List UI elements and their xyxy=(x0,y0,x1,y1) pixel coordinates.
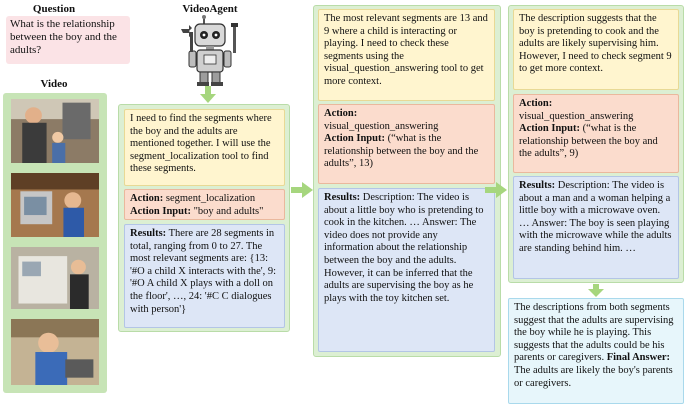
step3-action-label: Action: xyxy=(519,98,553,109)
step2-action-value: visual_question_answering xyxy=(324,120,439,132)
step3-results-label: Results: xyxy=(519,180,556,191)
arrow-right-2 xyxy=(485,182,507,198)
video-frame-1 xyxy=(8,96,102,166)
video-frame-4 xyxy=(8,316,102,388)
step3-input-label: Action Input: xyxy=(519,123,580,135)
final-answer-label: Final Answer: xyxy=(606,352,671,364)
arrow-right-1 xyxy=(291,182,313,198)
step1-action xyxy=(124,189,285,220)
boy-cooking-image xyxy=(11,319,99,385)
arrow-down-1 xyxy=(199,86,217,104)
step1-input-value: "boy and adults" xyxy=(193,205,264,217)
step1-thought-text: I need to find the segments where the boy and the adults are mentioned together. I will use the segment_localization tool to find these segments. xyxy=(130,113,272,175)
step2-input-value: (“what is the relationship between the boy and the adults”, 13) xyxy=(324,133,479,170)
step3-action xyxy=(513,94,679,173)
step2-input-label: Action Input: xyxy=(324,133,385,145)
step1-action-label: Action: xyxy=(130,193,164,204)
step1-results xyxy=(124,224,285,328)
question-box xyxy=(6,16,130,64)
step1-input-label: Action Input: xyxy=(130,205,191,217)
step2-thought xyxy=(318,9,495,101)
final-answer-box xyxy=(508,298,684,404)
robot-icon xyxy=(175,15,245,87)
step3-results xyxy=(513,176,679,279)
kitchen-scene-image xyxy=(11,99,99,163)
video-frame-3 xyxy=(8,244,102,312)
step1-action-value: segment_localization xyxy=(165,193,256,204)
step3-action-value: visual_question_answering xyxy=(519,110,634,122)
final-summary-text: The descriptions from both segments suggest that the adults are supervising the boy while he is playing. This suggests that the adults could be his parents or caregivers. xyxy=(514,302,674,364)
question-text: What is the relationship between the boy and the adults? xyxy=(10,18,117,56)
step3-results-text: Description: The video is about a man and a woman helping a little boy with a microwave oven. … Answer: The boy is seen playing with the microwave while the adults are standing behind him. … xyxy=(519,180,672,254)
step1-results-label: Results: xyxy=(130,228,167,239)
step3-input-value: (“what is the relationship between the boy and the adults”, 9) xyxy=(519,123,658,160)
step1-results-text: There are 28 segments in total, ranging from 0 to 27. The most relevant segments are: {13: '#O a child X interacts with the', 9: '#O A child X plays with a doll on the floor', …, 24: '#C C dialogues with person'} xyxy=(130,228,277,315)
step2-results-label: Results: xyxy=(324,192,361,203)
toy-kitchen-image xyxy=(11,247,99,309)
step2-action xyxy=(318,104,495,184)
boy-playing-image xyxy=(11,173,99,237)
agent-title: VideoAgent xyxy=(182,3,238,15)
question-title: Question xyxy=(32,3,76,15)
step2-results xyxy=(318,188,495,352)
step2-thought-text: The most relevant segments are 13 and 9 where a child is interacting or playing. I need to check these segments using the visual_question_answering tool to get more context. xyxy=(324,13,488,87)
video-title: Video xyxy=(40,78,68,90)
step3-thought-text: The description suggests that the boy is pretending to cook and the adults are likely supervising him. However, I need to check segment 9 to get more context. xyxy=(519,13,672,75)
video-frame-2 xyxy=(8,170,102,240)
step2-results-text: Description: The video is about a little boy who is pretending to cook in the kitchen. … Answer: The video does not provide any information about the relationship between the boy and the adults. However, it can be inferred that the adults are supervising the boy as he plays with the toy kitchen set. xyxy=(324,192,484,304)
step3-thought xyxy=(513,9,679,90)
step2-action-label: Action: xyxy=(324,108,358,119)
arrow-down-2 xyxy=(587,284,605,298)
final-answer-text: The adults are likely the boy's parents or caregivers. xyxy=(514,364,673,389)
step1-thought xyxy=(124,109,285,186)
